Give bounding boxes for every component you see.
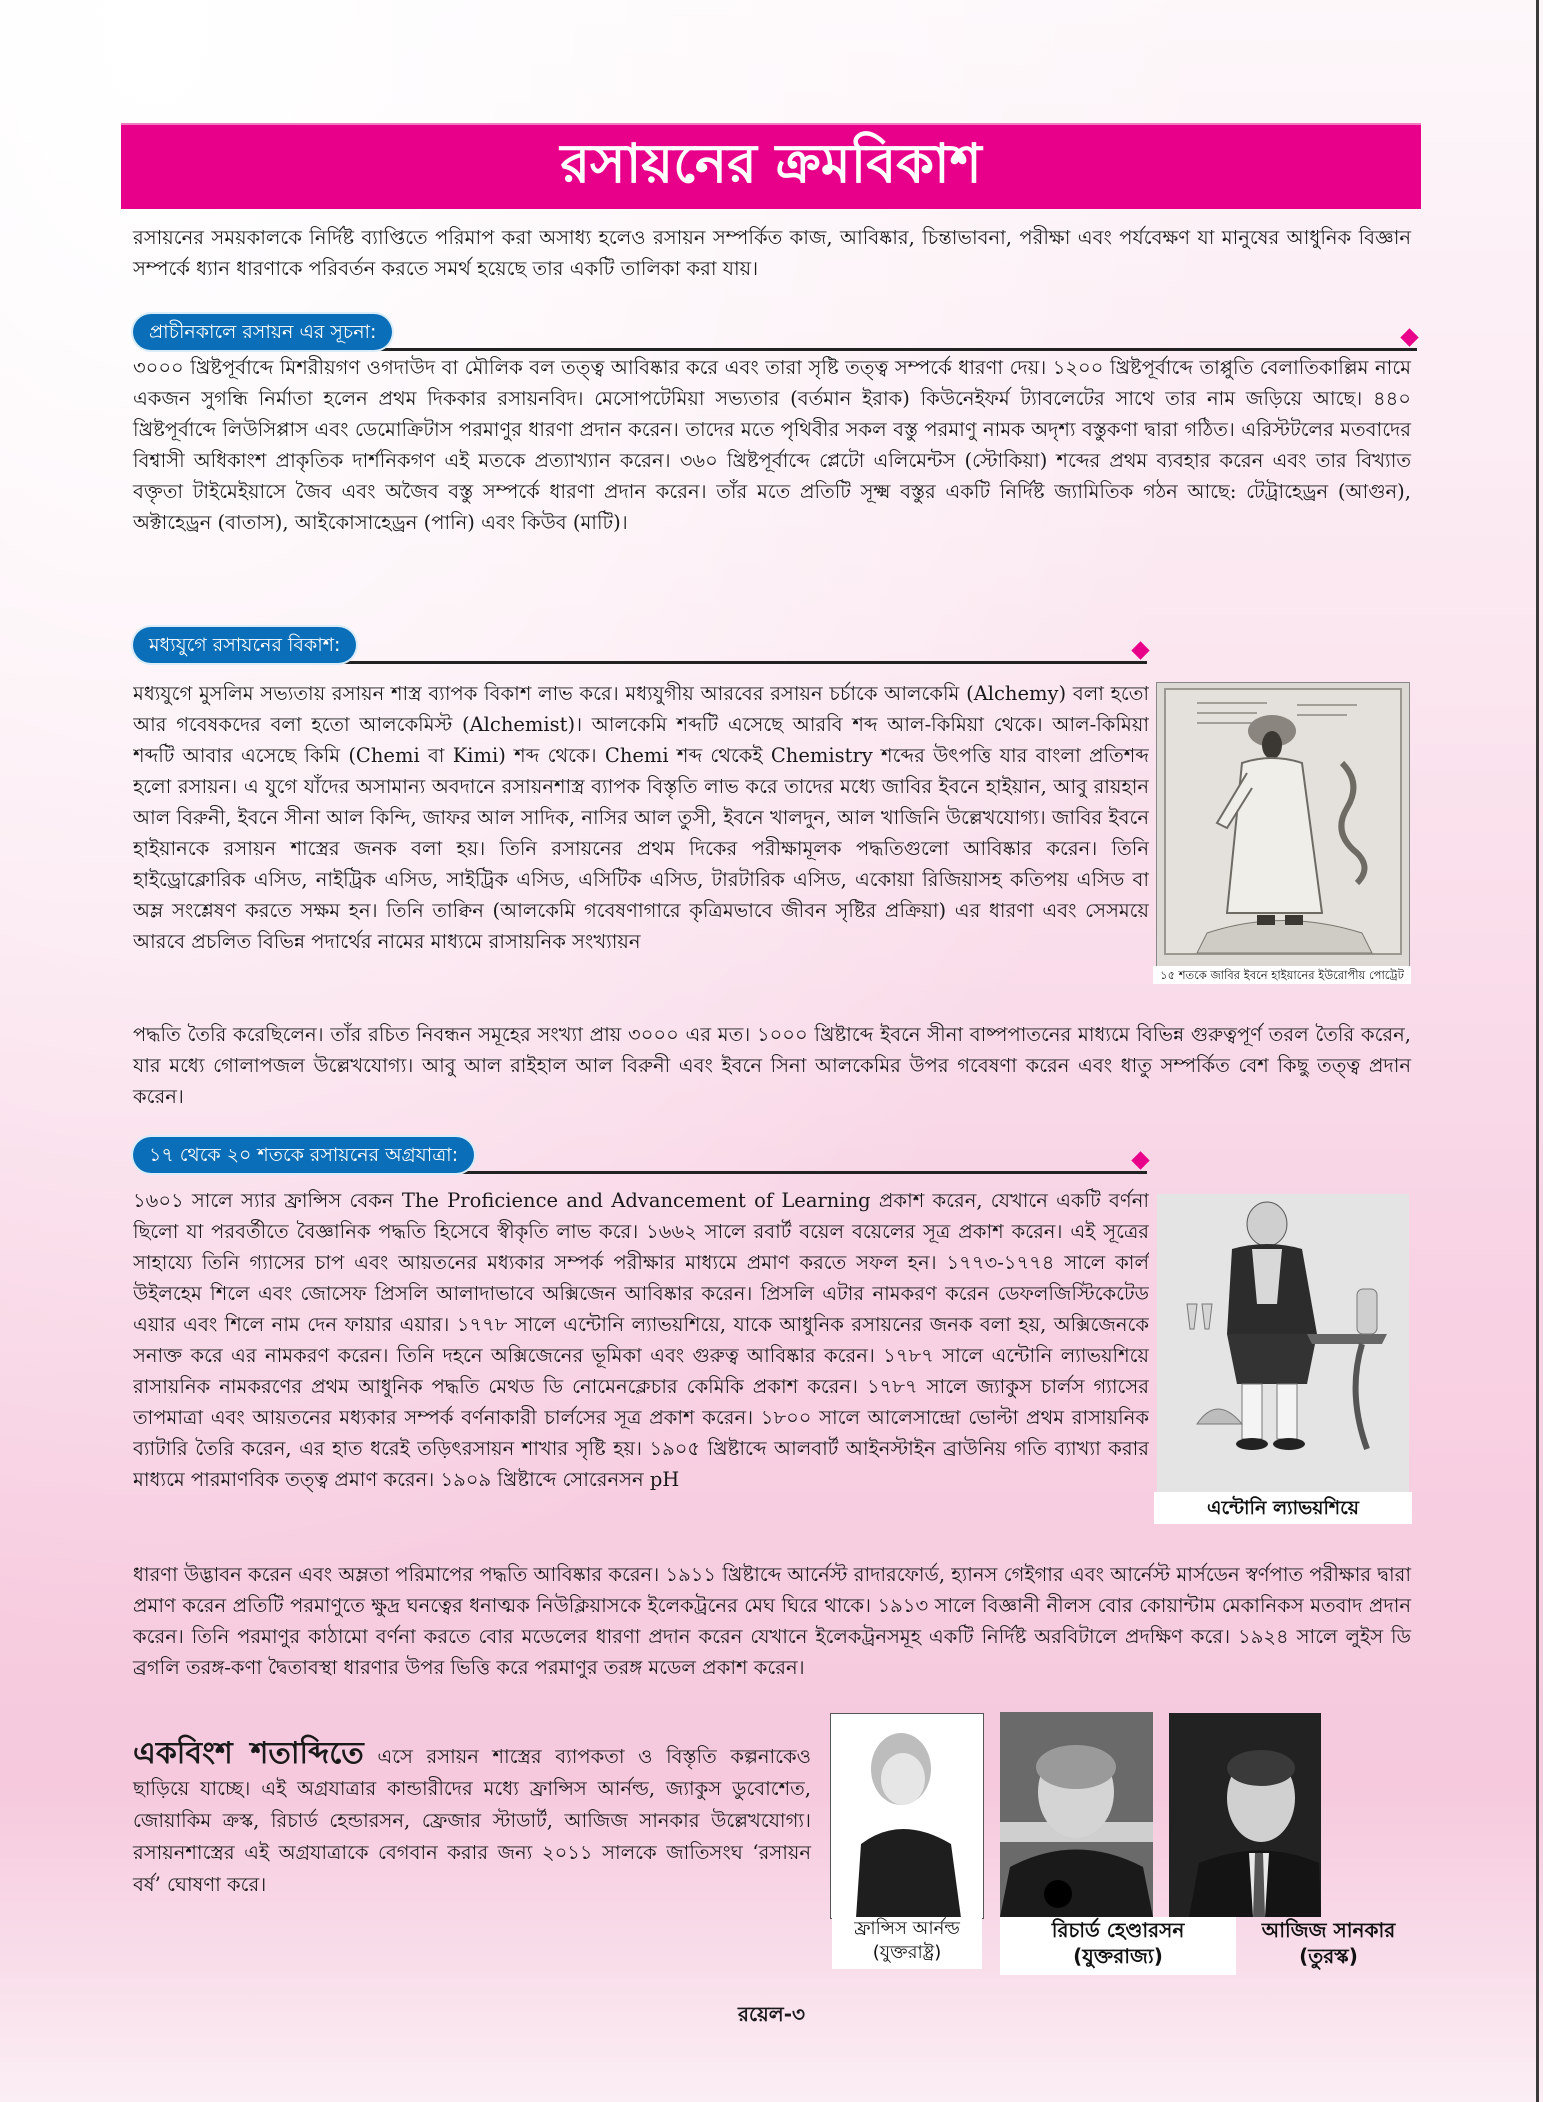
section-body-ancient: ৩০০০ খ্রিষ্টপূর্বাব্দে মিশরীয়গণ ওগদাউদ বা মৌলিক বল তত্ত্ব আবিষ্কার করে এবং তারা সৃষ্টি তত্ত্ব সম্পর্কে ধারণা দেয়। ১২০০ খ্রিষ্টপূর্বাব্দে তাপ্পুতি বেলাতিকাল্লিম নামে একজন সুগন্ধি নির্মাতা হলেন প্রথম দিককার রসায়নবিদ। মেসোপটেমিয়া সভ্যতার (বর্তমান ইরাক) কিউনেইফর্ম ট্যাবলেটের সাথে তার নাম জড়িয়ে আছে। ৪৪০ খ্রিষ্টপূর্বাব্দে লিউসিপ্পাস এবং ডেমোক্রিটাস পরমাণুর ধারণা প্রদান করেন। তাদের মতে পৃথিবীর সকল বস্তু পরমাণু নামক অদৃশ্য বস্তুকণা দ্বারা গঠিত। এরিস্টটলের মতবাদের বিশ্বাসী অধিকাংশ প্রাকৃতিক দার্শনিকগণ এই মতকে প্রত্যাখ্যান করেন। ৩৬০ খ্রিষ্টপূর্বাব্দে প্লেটো এলিমেন্টস (স্টোকিয়া) শব্দের প্রথম ব্যবহার করেন এবং তার বিখ্যাত বক্তৃতা টাইমেইয়াসে জৈব এবং অজৈব বস্তু সম্পর্কে ধারণা প্রদান করেন। তাঁর মতে প্রতিটি সূক্ষ্ম বস্তুর একটি নির্দিষ্ট জ্যামিতিক গঠন আছে: টেট্রাহেড্রন (আগুন), অক্টাহেড্রন (বাতাস), আইকোসাহেড্রন (পানি) এবং কিউব (মাটি)। [133, 356, 1411, 534]
person-country: (যুক্তরাষ্ট্র) [872, 1942, 942, 1963]
sancar-caption [1236, 1917, 1421, 1975]
section-divider [303, 661, 1147, 664]
diamond-icon [1131, 1151, 1149, 1169]
jabir-portrait-caption: ১৫ শতকে জাবির ইবনে হাইয়ানের ইউরোপীয় পোট্রেট [1153, 966, 1411, 984]
sancar-photo [1169, 1713, 1321, 1917]
section-divider [383, 1171, 1147, 1174]
section-body-medieval-bottom: পদ্ধতি তৈরি করেছিলেন। তাঁর রচিত নিবন্ধন সমূহের সংখ্যা প্রায় ৩০০০ এর মত। ১০০০ খ্রিষ্টাব্দে ইবনে সীনা বাষ্পপাতনের মাধ্যমে বিভিন্ন গুরুত্বপূর্ণ তরল তৈরি করেন, যার মধ্যে গোলাপজল উল্লেখযোগ্য। আবু আল রাইহাল আল বিরুনী এবং ইবনে সিনা আলকেমির উপর গবেষণা করেন এবং ধাতু সম্পর্কিত বেশ কিছু তত্ত্ব প্রদান করেন। [133, 1023, 1411, 1108]
henderson-photo [1000, 1712, 1153, 1917]
sancar-portrait [1169, 1713, 1321, 1917]
twenty-first-century-paragraph [133, 1738, 811, 1901]
person-name: রিচার্ড হেণ্ডারসন [1051, 1918, 1185, 1942]
section-divider [303, 348, 1417, 351]
title-banner [121, 123, 1421, 209]
lavoisier-portrait-caption: এন্টোনি ল্যাভয়শিয়ে [1154, 1492, 1412, 1524]
person-country: (যুক্তরাজ্য) [1073, 1944, 1163, 1968]
person-name: আজিজ সানকার [1261, 1918, 1396, 1942]
twenty-first-century-lead: একবিংশ শতাব্দিতে [133, 1736, 364, 1771]
twenty-first-century-body: এসে রসায়ন শাস্ত্রের ব্যাপকতা ও বিস্তৃতি কল্পনাকেও ছাড়িয়ে যাচ্ছে। এই অগ্রযাত্রার কান্ডারীদের মধ্যে ফ্রান্সিস আর্নল্ড, জ্যাকুস ডুবোশেত, জোয়াকিম ক্রস্ক, রিচার্ড হেন্ডারসন, ফ্রেজার স্টাডার্ট, আজিজ সানকার উল্লেখযোগ্য। রসায়নশাস্ত্রের এই অগ্রযাত্রাকে বেগবান করার জন্য ২০১১ সালকে জাতিসংঘ ‘রসায়ন বর্ষ’ ঘোষণা করে। [133, 1745, 812, 1896]
section-heading-modern [133, 1137, 1153, 1173]
section-body-modern-bottom: ধারণা উদ্ভাবন করেন এবং অম্লতা পরিমাপের পদ্ধতি আবিষ্কার করেন। ১৯১১ খ্রিষ্টাব্দে আর্নেস্ট রাদারফোর্ড, হ্যানস গেইগার এবং আর্নেস্ট মার্সডেন স্বর্ণপাত পরীক্ষার দ্বারা প্রমাণ করেন প্রতিটি পরমাণুতে ক্ষুদ্র ঘনত্বের ধনাত্মক নিউক্লিয়াসকে ইলেকট্রনের মেঘ ঘিরে থাকে। ১৯১৩ সালে বিজ্ঞানী নীলস বোর কোয়ান্টাম মেকানিকস মতবাদ প্রদান করেন। তিনি পরমাণুর কাঠামো বর্ণনা করতে বোর মডেলের ধারণা প্রদান করেন যেখানে ইলেকট্রনসমূহ একটি নির্দিষ্ট অরবিটালে প্রদক্ষিণ করে। ১৯২৪ সালে লুইস ডি ব্রগলি তরঙ্গ-কণা দ্বৈতাবস্থা ধারণার উপর ভিত্তি করে পরমাণুর তরঙ্গ মডেল প্রকাশ করেন। [133, 1563, 1411, 1679]
section-heading-label: ১৭ থেকে ২০ শতকে রসায়নের অগ্রযাত্রা: [133, 1137, 474, 1173]
section-heading-label: প্রাচীনকালে রসায়ন এর সূচনা: [133, 314, 392, 350]
section-body-medieval-top: মধ্যযুগে মুসলিম সভ্যতায় রসায়ন শাস্ত্র ব্যাপক বিকাশ লাভ করে। মধ্যযুগীয় আরবের রসায়ন চর্চাকে আলকেমি (Alchemy) বলা হতো আর গবেষকদের বলা হতো আলকেমিস্ট (Alchemist)। আলকেমি শব্দটি এসেছে আরবি শব্দ আল-কিমিয়া থেকে। আল-কিমিয়া শব্দটি আবার এসেছে কিমি (Chemi বা Kimi) শব্দ থেকে। Chemi শব্দ থেকেই Chemistry শব্দের উৎপত্তি যার বাংলা প্রতিশব্দ হলো রসায়ন। এ যুগে যাঁদের অসামান্য অবদানে রসায়নশাস্ত্র ব্যাপক বিস্তৃতি লাভ করে তাদের মধ্যে জাবির ইবনে হাইয়ান, আবু রায়হান আল বিরুনী, ইবনে সীনা আল কিন্দি, জাফর আল সাদিক, নাসির আল তুসী, ইবনে খালদুন, আল খাজিনি উল্লেখযোগ্য। জাবির ইবনে হাইয়ানকে রসায়ন শাস্ত্রের জনক বলা হয়। তিনি রসায়নের প্রথম দিকের পরীক্ষামূলক পদ্ধতিগুলো আবিষ্কার করেন। তিনি হাইড্রোক্লোরিক এসিড, নাইট্রিক এসিড, সাইট্রিক এসিড, এসিটিক এসিড, টারটারিক এসিড, একোয়া রিজিয়াসহ কতিপয় এসিড বা অম্ল সংশ্লেষণ করতে সক্ষম হন। তিনি তাক্বিন (আলকেমি গবেষণাগারে কৃত্রিমভাবে জীবন সৃষ্টির প্রক্রিয়া) এর ধারণা এবং সেসময়ে আরবে প্রচলিত বিভিন্ন পদার্থের নামের মাধ্যমে রাসায়নিক সংখ্যায়ন [133, 682, 1149, 953]
diamond-icon [1131, 641, 1149, 659]
page-title: রসায়নের ক্রমবিকাশ [560, 132, 982, 195]
page-edge-line [1536, 0, 1539, 2102]
person-country: (তুরস্ক) [1299, 1944, 1358, 1968]
section-heading-ancient [133, 314, 1423, 350]
arnold-portrait [831, 1714, 983, 1918]
jabir-portrait-image [1156, 682, 1410, 984]
section-heading-label: মধ্যযুগে রসায়নের বিকাশ: [133, 627, 356, 663]
section-body-modern-top: ১৬০১ সালে স্যার ফ্রান্সিস বেকন The Proficience and Advancement of Learning প্রকাশ করেন, যেখানে একটি বর্ণনা ছিলো যা পরবর্তীতে বৈজ্ঞানিক পদ্ধতি হিসেবে স্বীকৃতি লাভ করে। ১৬৬২ সালে রবার্ট বয়েল বয়েলের সূত্র প্রকাশ করেন। এই সূত্রের সাহায্যে তিনি গ্যাসের চাপ এবং আয়তনের মধ্যকার সম্পর্ক পরীক্ষার মাধ্যমে প্রমাণ করতে সফল হন। ১৭৭৩-১৭৭৪ সালে কার্ল উইলহেম শিলে এবং জোসেফ প্রিসলি আলাদাভাবে অক্সিজেন আবিষ্কার করেন। প্রিসলি এটার নামকরণ করেন ডেফলজিস্টিকেটেড এয়ার এবং শিলে নাম দেন ফায়ার এয়ার। ১৭৭৮ সালে এন্টোনি ল্যাভয়শিয়ে, যাকে আধুনিক রসায়নের জনক বলা হয়, অক্সিজেনকে সনাক্ত করে এর নামকরণ করেন। তিনি দহনে অক্সিজেনের ভূমিকা এবং গুরুত্ব আবিষ্কার করেন। ১৭৮৭ সালে এন্টোনি ল্যাভয়শিয়ে রাসায়নিক নামকরণের প্রথম আধুনিক পদ্ধতি মেথড ডি নোমেনক্লেচার কেমিকি প্রকাশ করেন। ১৭৮৭ সালে জ্যাকুস চার্লস গ্যাসের তাপমাত্রা এবং আয়তনের মধ্যকার সম্পর্ক বর্ণনাকারী চার্লসের সূত্র প্রকাশ করেন। ১৮০০ সালে আলেসান্দ্রো ভোল্টা প্রথম রাসায়নিক ব্যাটারি তৈরি করেন, এর হাত ধরেই তড়িৎরসায়ন শাখার সৃষ্টি হয়। ১৯০৫ খ্রিষ্টাব্দে আলবার্ট আইনস্টাইন ব্রাউনিয় গতি ব্যাখ্যা করার মাধ্যমে পারমাণবিক তত্ত্ব প্রমাণ করেন। ১৯০৯ খ্রিষ্টাব্দে সোরেনসন pH [133, 1189, 1149, 1491]
page-footer: রয়েল-৩ [737, 2002, 806, 2026]
lavoisier-portrait-image [1157, 1194, 1409, 1492]
henderson-portrait [1000, 1712, 1153, 1917]
jabir-figure-illustration [1157, 683, 1409, 983]
lavoisier-figure-illustration [1157, 1194, 1409, 1492]
person-name: ফ্রান্সিস আর্নল্ড [854, 1918, 960, 1939]
henderson-caption [1000, 1917, 1236, 1975]
arnold-caption [832, 1917, 982, 1969]
intro-paragraph: রসায়নের সময়কালকে নির্দিষ্ট ব্যাপ্তিতে পরিমাপ করা অসাধ্য হলেও রসায়ন সম্পর্কিত কাজ, আবিষ্কার, চিন্তাভাবনা, পরীক্ষা এবং পর্যবেক্ষণ যা মানুষের আধুনিক বিজ্ঞান সম্পর্কে ধ্যান ধারণাকে পরিবর্তন করতে সমর্থ হয়েছে তার একটি তালিকা করা যায়। [133, 226, 1411, 280]
diamond-icon [1400, 328, 1418, 346]
section-heading-medieval [133, 627, 1153, 663]
arnold-photo [830, 1713, 984, 1919]
